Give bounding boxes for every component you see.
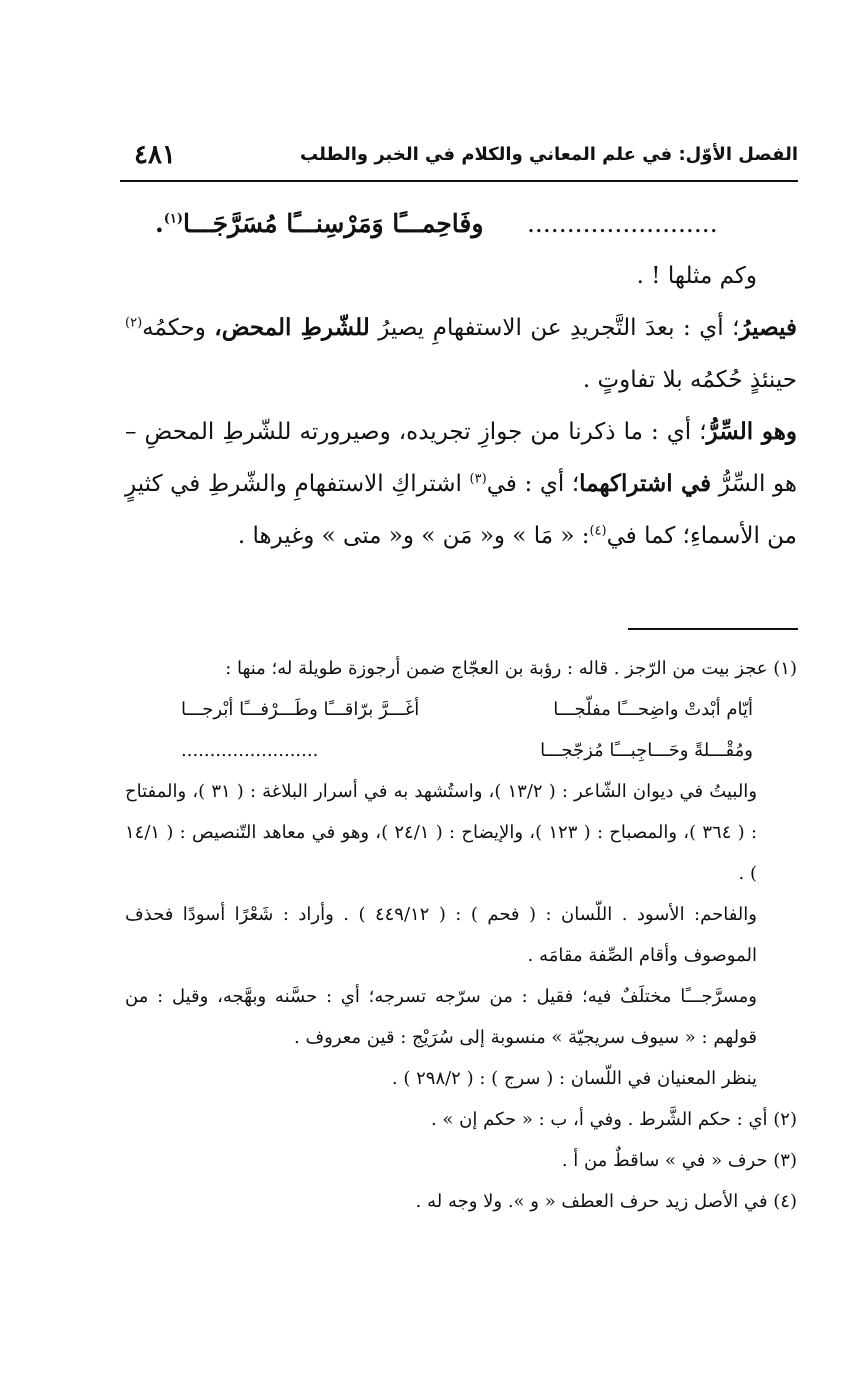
bold-term: وهو السِّرُّ	[706, 418, 798, 445]
footnote-1-musarraj: ومسرَّجـــًا مختلَفٌ فيه؛ فقيل : من سرّجه تسرجه؛ أي : حسَّنه وبهَّجه، وقيل : من قولهم : « سيوف سريجيّة » منسوبة إلى سُرَيْج : قين معروف .	[125, 986, 757, 1048]
footnote-ref-4: (٤)	[589, 523, 607, 539]
poem-hemistich-left: ........................	[181, 740, 319, 761]
page-header	[120, 140, 798, 182]
footnote-4: (٤) في الأصل زيد حرف العطف « و ». ولا وجه له .	[415, 1191, 797, 1212]
footnote-2: (٢) أي : حكم الشَّرط . وفي أ، ب : « حكم إن » .	[430, 1109, 797, 1130]
footnote-ref-3: (٣)	[469, 471, 487, 487]
footnote-1-intro: (١) عجز بيت من الرّجز . قاله : رؤبة بن العجّاج ضمن أرجوزة طويلة له؛ منها :	[225, 658, 797, 679]
footnote-1-sources: والبيتُ في ديوان الشّاعر : ( ١٣/٢ )، واستُشهد به في أسرار البلاغة : ( ٣١ )، والمفتاح : ( ٣٦٤ )، والمصباح : ( ١٢٣ )، والإيضاح : ( ٢٤/١ )، وهو في معاهد التّنصيص : ( ١٤/١ ) .	[125, 781, 758, 884]
poem-hemistich-right: ومُقْـــلةً وحَـــاجِبـــًا مُزجّجـــا	[540, 740, 753, 761]
main-text	[125, 198, 797, 562]
footnote-ref-2: (٢)	[125, 315, 143, 331]
verse-text: وفَاحِمـــًا وَمَرْسِنـــًا مُسَرَّجَـــا	[183, 209, 484, 238]
text: : « مَا » و« مَن » و« متى » وغيرها .	[237, 523, 590, 549]
footnote-3: (٣) حرف « في » ساقطٌ من أ .	[561, 1150, 797, 1171]
text: ؛ أي : ما ذكرنا من جوازِ تجريده، وصيرورته للشّرطِ المحضِ – هو السِّرُّ	[125, 419, 797, 497]
text: اشتراكِ الاستفهامِ والشّرطِ في كثيرٍ من الأسماءِ؛ كما في	[125, 471, 797, 549]
paragraph-3	[125, 302, 797, 406]
page-number: ٤٨١	[134, 140, 176, 170]
line-text: وكم مثلها ! .	[636, 263, 757, 289]
bold-term: للشّرطِ المحض،	[214, 314, 370, 341]
poem-line	[125, 689, 797, 730]
poem-hemistich-left: أغَـــرَّ برّاقـــًا وطَـــرْفـــًا أبْرجـــا	[181, 699, 420, 720]
text: حينئذٍ حُكمُه بلا تفاوتٍ .	[582, 367, 797, 393]
bold-term: في اشتراكهما	[579, 470, 712, 497]
paragraph-2	[125, 250, 797, 302]
text: ؛ أي : بعدَ التَّجريدِ عن الاستفهامِ يصيرُ	[369, 315, 740, 341]
footnote-1-see: ينظر المعنيان في اللّسان : ( سرج ) : ( ٢٩٨/٢ ) .	[391, 1068, 757, 1089]
footnote-ref-1: (١)	[163, 211, 184, 227]
verse-line	[125, 198, 797, 250]
footnote-1-fahim: والفاحم: الأسود . اللّسان : ( فحم ) : ( ٤٤٩/١٢ ) . وأراد : شَعْرًا أسودًا فحذف الموصوف وأقام الصِّفة مقامَه .	[125, 904, 757, 966]
text: وحكمُه	[142, 315, 215, 341]
poem-hemistich-right: أيّام أبْدتْ واضِحـــًا مفلّجـــا	[553, 699, 753, 720]
poem-line	[125, 730, 797, 771]
footnote-divider	[628, 628, 798, 630]
footnotes	[125, 648, 797, 1222]
paragraph-4	[125, 406, 797, 562]
verse-dots: ........................	[526, 209, 718, 238]
verse-end: .	[155, 209, 164, 238]
bold-term: فيصيرُ	[739, 314, 797, 341]
chapter-title: الفصل الأوّل: في علم المعاني والكلام في الخبر والطلب	[300, 144, 798, 165]
text: ؛ أي : في	[486, 471, 580, 497]
